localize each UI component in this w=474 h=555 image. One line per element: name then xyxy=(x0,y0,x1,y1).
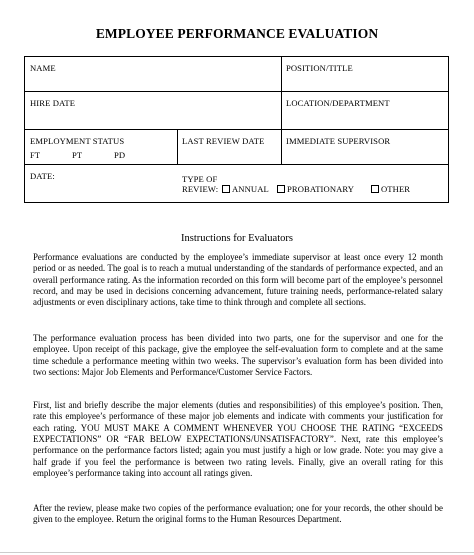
review-label: REVIEW: xyxy=(182,184,219,194)
form-divider xyxy=(25,91,448,92)
status-option-pt[interactable]: PT xyxy=(72,150,83,160)
form-divider xyxy=(281,57,282,164)
instructions-paragraph: After the review, please make two copies of the performance evaluation; one for your records, the other should be given to the employee. Return the original forms to the Human Resources Department. xyxy=(33,503,443,525)
page-bottom-divider xyxy=(0,552,474,553)
review-option-label: PROBATIONARY xyxy=(287,184,355,194)
last-review-date-field[interactable]: LAST REVIEW DATE xyxy=(182,136,265,146)
type-of-label: TYPE OF xyxy=(182,174,218,184)
form-divider xyxy=(25,164,448,165)
employee-info-form xyxy=(24,56,449,203)
instructions-paragraph: First, list and briefly describe the major elements (duties and responsibilities) of this employee’s position. Then, rate this employee’s performance of these major job elements and indicate with comments your justification for each rating. YOU MUST MAKE A COMMENT WHENEVER YOU CHOOSE THE RATING “EXCEEDS EXPECTATIONS” OR “FAR BELOW EXPECTATIONS/UNSATISFACTORY”. Next, rate this employee’s performance on the performance factors listed; again you must justify a high or low grade. Note: you may give a half grade if you feel the performance is between two rating levels. Finally, give an overall rating for this employee’s performance taking into account all ratings given. xyxy=(33,400,443,479)
checkbox-icon[interactable] xyxy=(222,185,230,193)
employment-status-field: EMPLOYMENT STATUS xyxy=(30,136,125,146)
position-title-field[interactable]: POSITION/TITLE xyxy=(286,63,353,73)
instructions-paragraph: Performance evaluations are conducted by the employee’s immediate supervisor at least once every 12 month period or as needed. The goal is to reach a mutual understanding of the standards of performance expected, and an overall performance rating. As the information recorded on this form will become part of the employee’s personnel record, and may be used in decisions concerning advancement, future training needs, performance-related salary adjustments or even disciplinary actions, take time to think through and complete all sections. xyxy=(33,252,443,308)
form-divider xyxy=(177,129,178,164)
status-option-pd[interactable]: PD xyxy=(114,150,126,160)
review-option-label: OTHER xyxy=(381,184,411,194)
hire-date-field[interactable]: HIRE DATE xyxy=(30,98,76,108)
form-divider xyxy=(25,129,448,130)
review-option-probationary[interactable] xyxy=(277,184,354,194)
location-department-field[interactable]: LOCATION/DEPARTMENT xyxy=(286,98,390,108)
name-field[interactable]: NAME xyxy=(30,63,56,73)
instructions-paragraph: The performance evaluation process has been divided into two parts, one for the supervisor and one for the employee. Upon receipt of this package, give the employee the self-evaluation form to complete and at the same time schedule a performance meeting within two weeks. The supervisor’s evaluation form has been divided into two sections: Major Job Elements and Performance/Customer Service Factors. xyxy=(33,333,443,378)
review-option-annual[interactable] xyxy=(222,184,269,194)
date-field[interactable]: DATE: xyxy=(30,171,55,181)
checkbox-icon[interactable] xyxy=(277,185,285,193)
review-option-label: ANNUAL xyxy=(232,184,269,194)
instructions-heading: Instructions for Evaluators xyxy=(181,233,293,244)
status-option-ft[interactable]: FT xyxy=(30,150,41,160)
review-option-other[interactable] xyxy=(371,184,410,194)
immediate-supervisor-field[interactable]: IMMEDIATE SUPERVISOR xyxy=(286,136,391,146)
document-title: EMPLOYEE PERFORMANCE EVALUATION xyxy=(95,26,379,41)
checkbox-icon[interactable] xyxy=(371,185,379,193)
